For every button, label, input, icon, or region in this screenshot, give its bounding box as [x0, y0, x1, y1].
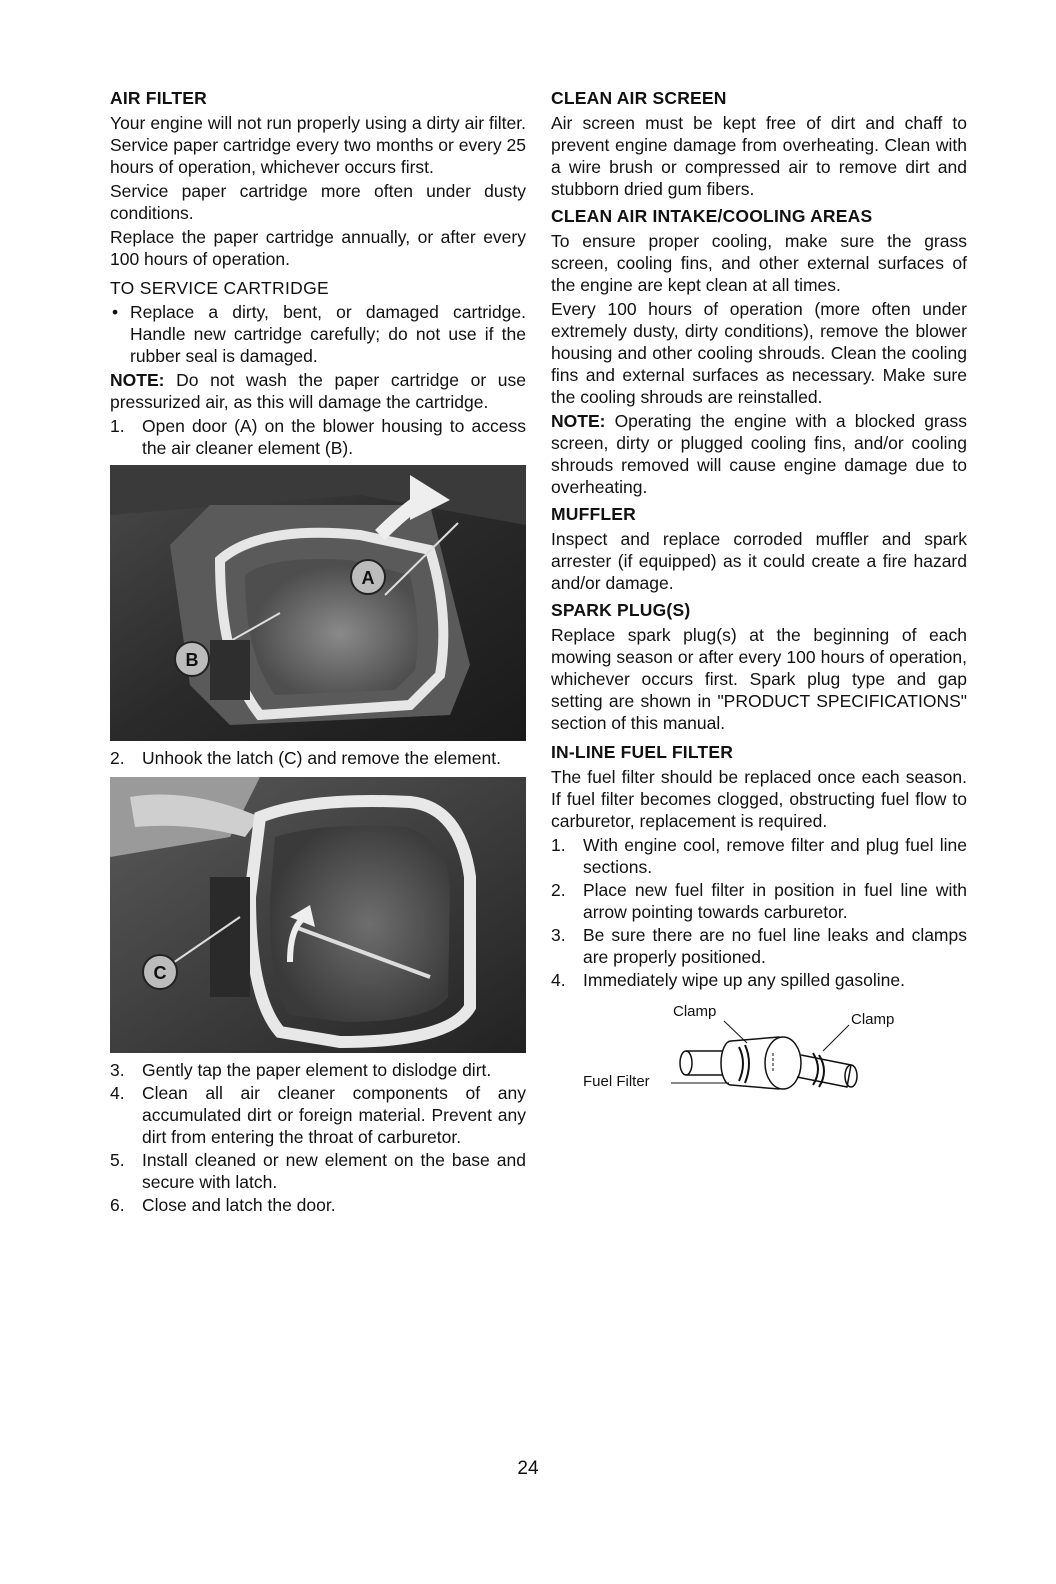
list-item: 4. Immediately wipe up any spilled gasoline. — [551, 970, 905, 990]
clean-air-screen-heading: CLEAN AIR SCREEN — [551, 88, 727, 108]
air-filter-paragraph-2: Service paper cartridge more often under dusty conditions. — [110, 181, 526, 223]
steps-list-b — [110, 747, 526, 769]
left-column — [110, 88, 526, 1218]
photo-unhook-latch — [110, 777, 526, 1053]
cooling-paragraph-1: To ensure proper cooling, make sure the grass screen, cooling fins, and other external surfaces of the engine are kept clean at all times. — [551, 231, 967, 295]
air-filter-heading: AIR FILTER — [110, 88, 207, 108]
fuel-filter-heading: IN-LINE FUEL FILTER — [551, 742, 734, 762]
note-label: NOTE: — [110, 370, 165, 390]
list-item: 2. Place new fuel filter in position in fuel line with arrow pointing towards carburetor. — [551, 880, 967, 922]
service-bullet-text: Replace a dirty, bent, or damaged cartridge. Handle new cartridge carefully; do not use if the rubber seal is damaged. — [130, 302, 526, 366]
clean-air-screen-text: Air screen must be kept free of dirt and chaff to prevent engine damage from overheating. Clean with a wire brush or compressed air to remove dirt and stubborn dried gum fibers. — [551, 113, 967, 199]
list-item: 6. Close and latch the door. — [110, 1195, 336, 1215]
list-item: 3. Gently tap the paper element to dislodge dirt. — [110, 1060, 492, 1080]
list-item: 2. Unhook the latch (C) and remove the element. — [110, 748, 501, 768]
list-item: 3. Be sure there are no fuel line leaks and clamps are properly positioned. — [551, 925, 967, 967]
note-text: Do not wash the paper cartridge or use pressurized air, as this will damage the cartridge. — [110, 370, 526, 412]
spark-plugs-text: Replace spark plug(s) at the beginning of each mowing season or after every 100 hours of operation, whichever occurs first. Spark plug type and gap setting are shown in "PRODUCT SPECIFICATIONS" section of this manual. — [551, 625, 967, 733]
steps-list-c — [110, 1059, 526, 1216]
list-item: 4. Clean all air cleaner components of any accumulated dirt or foreign material. Prevent any dirt from entering the throat of carburetor. — [110, 1083, 526, 1147]
air-filter-paragraph-1: Your engine will not run properly using a dirty air filter. Service paper cartridge every two months or every 25 hours of operation, whichever occurs first. — [110, 113, 526, 177]
clamp-left-label: Clamp — [673, 1003, 717, 1020]
air-filter-paragraph-3: Replace the paper cartridge annually, or after every 100 hours of operation. — [110, 227, 526, 269]
fuel-filter-text: The fuel filter should be replaced once each season. If fuel filter becomes clogged, obstructing fuel flow to carburetor, replacement is required. — [551, 767, 967, 831]
callout-c: C — [153, 963, 167, 983]
right-column — [551, 88, 967, 1113]
service-cartridge-heading: TO SERVICE CARTRIDGE — [110, 278, 329, 298]
list-item: 1. With engine cool, remove filter and plug fuel line sections. — [551, 835, 967, 877]
cooling-note — [551, 410, 967, 498]
fuel-filter-steps — [551, 834, 967, 991]
spark-plugs-heading: SPARK PLUG(S) — [551, 600, 691, 620]
fuel-filter-diagram — [551, 1003, 967, 1113]
list-item: 1. Open door (A) on the blower housing to access the air cleaner element (B). — [110, 416, 526, 458]
fuel-filter-drawing — [551, 1003, 967, 1113]
list-item: 5. Install cleaned or new element on the base and secure with latch. — [110, 1150, 526, 1192]
service-bullet — [110, 301, 526, 367]
air-filter-note — [110, 369, 526, 413]
muffler-heading: MUFFLER — [551, 504, 636, 524]
clamp-right-label: Clamp — [851, 1011, 895, 1028]
page-number: 24 — [517, 1458, 539, 1479]
photo-blower-housing-door — [110, 465, 526, 741]
note-text: Operating the engine with a blocked grass screen, dirty or plugged cooling fins, and/or cooling shrouds removed will cause engine damage due to overheating. — [551, 411, 967, 497]
fuel-filter-label: Fuel Filter — [583, 1073, 650, 1090]
callout-a: A — [361, 568, 375, 588]
muffler-text: Inspect and replace corroded muffler and spark arrester (if equipped) as it could create a fire hazard and/or damage. — [551, 529, 967, 593]
cooling-paragraph-2: Every 100 hours of operation (more often under extremely dusty, dirty conditions), remove the blower housing and other cooling shrouds. Clean the cooling fins and external surfaces as necessary. Make sure the cooling shrouds are reinstalled. — [551, 299, 967, 407]
steps-list-a — [110, 415, 526, 459]
callout-b: B — [185, 650, 199, 670]
note-label: NOTE: — [551, 411, 606, 431]
bullet-mark: • — [112, 302, 119, 322]
cooling-heading: CLEAN AIR INTAKE/COOLING AREAS — [551, 206, 873, 226]
